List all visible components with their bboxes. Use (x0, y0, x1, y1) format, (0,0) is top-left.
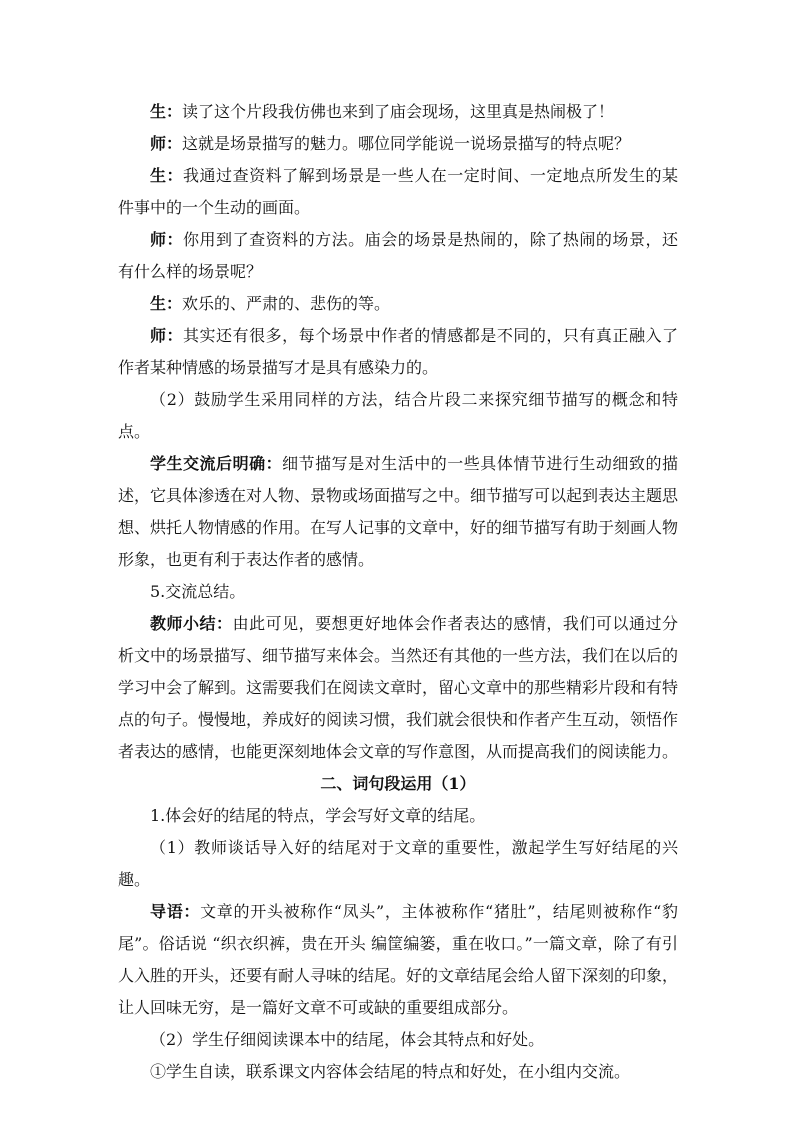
speaker-label: 师： (150, 134, 183, 153)
paragraph-text: 欢乐的、严肃的、悲伤的等。 (182, 294, 391, 313)
speaker-label: 生： (150, 102, 183, 121)
step-paragraph (118, 832, 678, 896)
conclusion-label: 学生交流后明确： (150, 454, 283, 473)
step-paragraph (118, 1024, 678, 1056)
speaker-label: 师： (150, 230, 184, 249)
step-paragraph (118, 576, 678, 608)
dialogue-paragraph (118, 160, 678, 224)
dialogue-paragraph (118, 96, 678, 128)
step-paragraph (118, 384, 678, 448)
intro-label: 导语： (150, 902, 201, 921)
paragraph-text: （2）鼓励学生采用同样的方法，结合片段二来探究细节描写的概念和特点。 (118, 390, 678, 441)
paragraph-text: 这就是场景描写的魅力。哪位同学能说一说场景描写的特点呢？ (182, 134, 631, 153)
document-body (118, 96, 678, 1088)
summary-paragraph (118, 608, 678, 768)
dialogue-paragraph (118, 320, 678, 384)
intro-paragraph (118, 896, 678, 1024)
paragraph-text: （2）学生仔细阅读课本中的结尾，体会其特点和好处。 (150, 1030, 545, 1049)
paragraph-text: 你用到了查资料的方法。庙会的场景是热闹的，除了热闹的场景，还有什么样的场景呢？ (118, 230, 678, 281)
section-heading: 二、词句段运用（1） (320, 774, 476, 793)
paragraph-text: 由此可见，要想更好地体会作者表达的感情，我们可以通过分析文中的场景描写、细节描写来体会。当然还有其他的一些方法，我们在以后的学习中会了解到。这需要我们在阅读文章时，留心文章中的那些精彩片段和有特点的句子。慢慢地，养成好的阅读习惯，我们就会很快和作者产生互动，领悟作者表达的感情，也能更深刻地体会文章的写作意图，从而提高我们的阅读能力。 (118, 614, 679, 761)
paragraph-text: 1.体会好的结尾的特点，学会写好文章的结尾。 (150, 806, 486, 825)
conclusion-paragraph (118, 448, 678, 576)
paragraph-text: 我通过查资料了解到场景是一些人在一定时间、一定地点所发生的某件事中的一个生动的画面。 (118, 166, 678, 217)
paragraph-text: 读了这个片段我仿佛也来到了庙会现场，这里真是热闹极了！ (182, 102, 615, 121)
dialogue-paragraph (118, 128, 678, 160)
dialogue-paragraph (118, 224, 678, 288)
step-paragraph (118, 1056, 678, 1088)
paragraph-text: ①学生自读，联系课文内容体会结尾的特点和好处，在小组内交流。 (150, 1062, 631, 1081)
speaker-label: 师： (150, 326, 184, 345)
paragraph-text: 细节描写是对生活中的一些具体情节进行生动细致的描述，它具体渗透在对人物、景物或场面描写之中。细节描写可以起到表达主题思想、烘托人物情感的作用。在写人记事的文章中，好的细节描写有助于刻画人物形象，也更有利于表达作者的感情。 (118, 454, 679, 569)
paragraph-text: （1）教师谈话导入好的结尾对于文章的重要性，激起学生写好结尾的兴趣。 (118, 838, 678, 889)
paragraph-text: 5.交流总结。 (150, 582, 246, 601)
step-paragraph (118, 800, 678, 832)
paragraph-text: 文章的开头被称作“凤头”，主体被称作“猪肚”，结尾则被称作“豹尾”。俗话说 “织衣织裤，贵在开头 编筐编篓，重在收口。”一篇文章，除了有引人入胜的开头，还要有耐人寻味的结尾。好的文章结尾会给人留下深刻的印象，让人回味无穷，是一篇好文章不可或缺的重要组成部分。 (118, 902, 679, 1017)
paragraph-text: 其实还有很多，每个场景中作者的情感都是不同的，只有真正融入了作者某种情感的场景描写才是具有感染力的。 (118, 326, 678, 377)
speaker-label: 生： (150, 166, 184, 185)
speaker-label: 生： (150, 294, 183, 313)
dialogue-paragraph (118, 288, 678, 320)
summary-label: 教师小结： (150, 614, 233, 633)
